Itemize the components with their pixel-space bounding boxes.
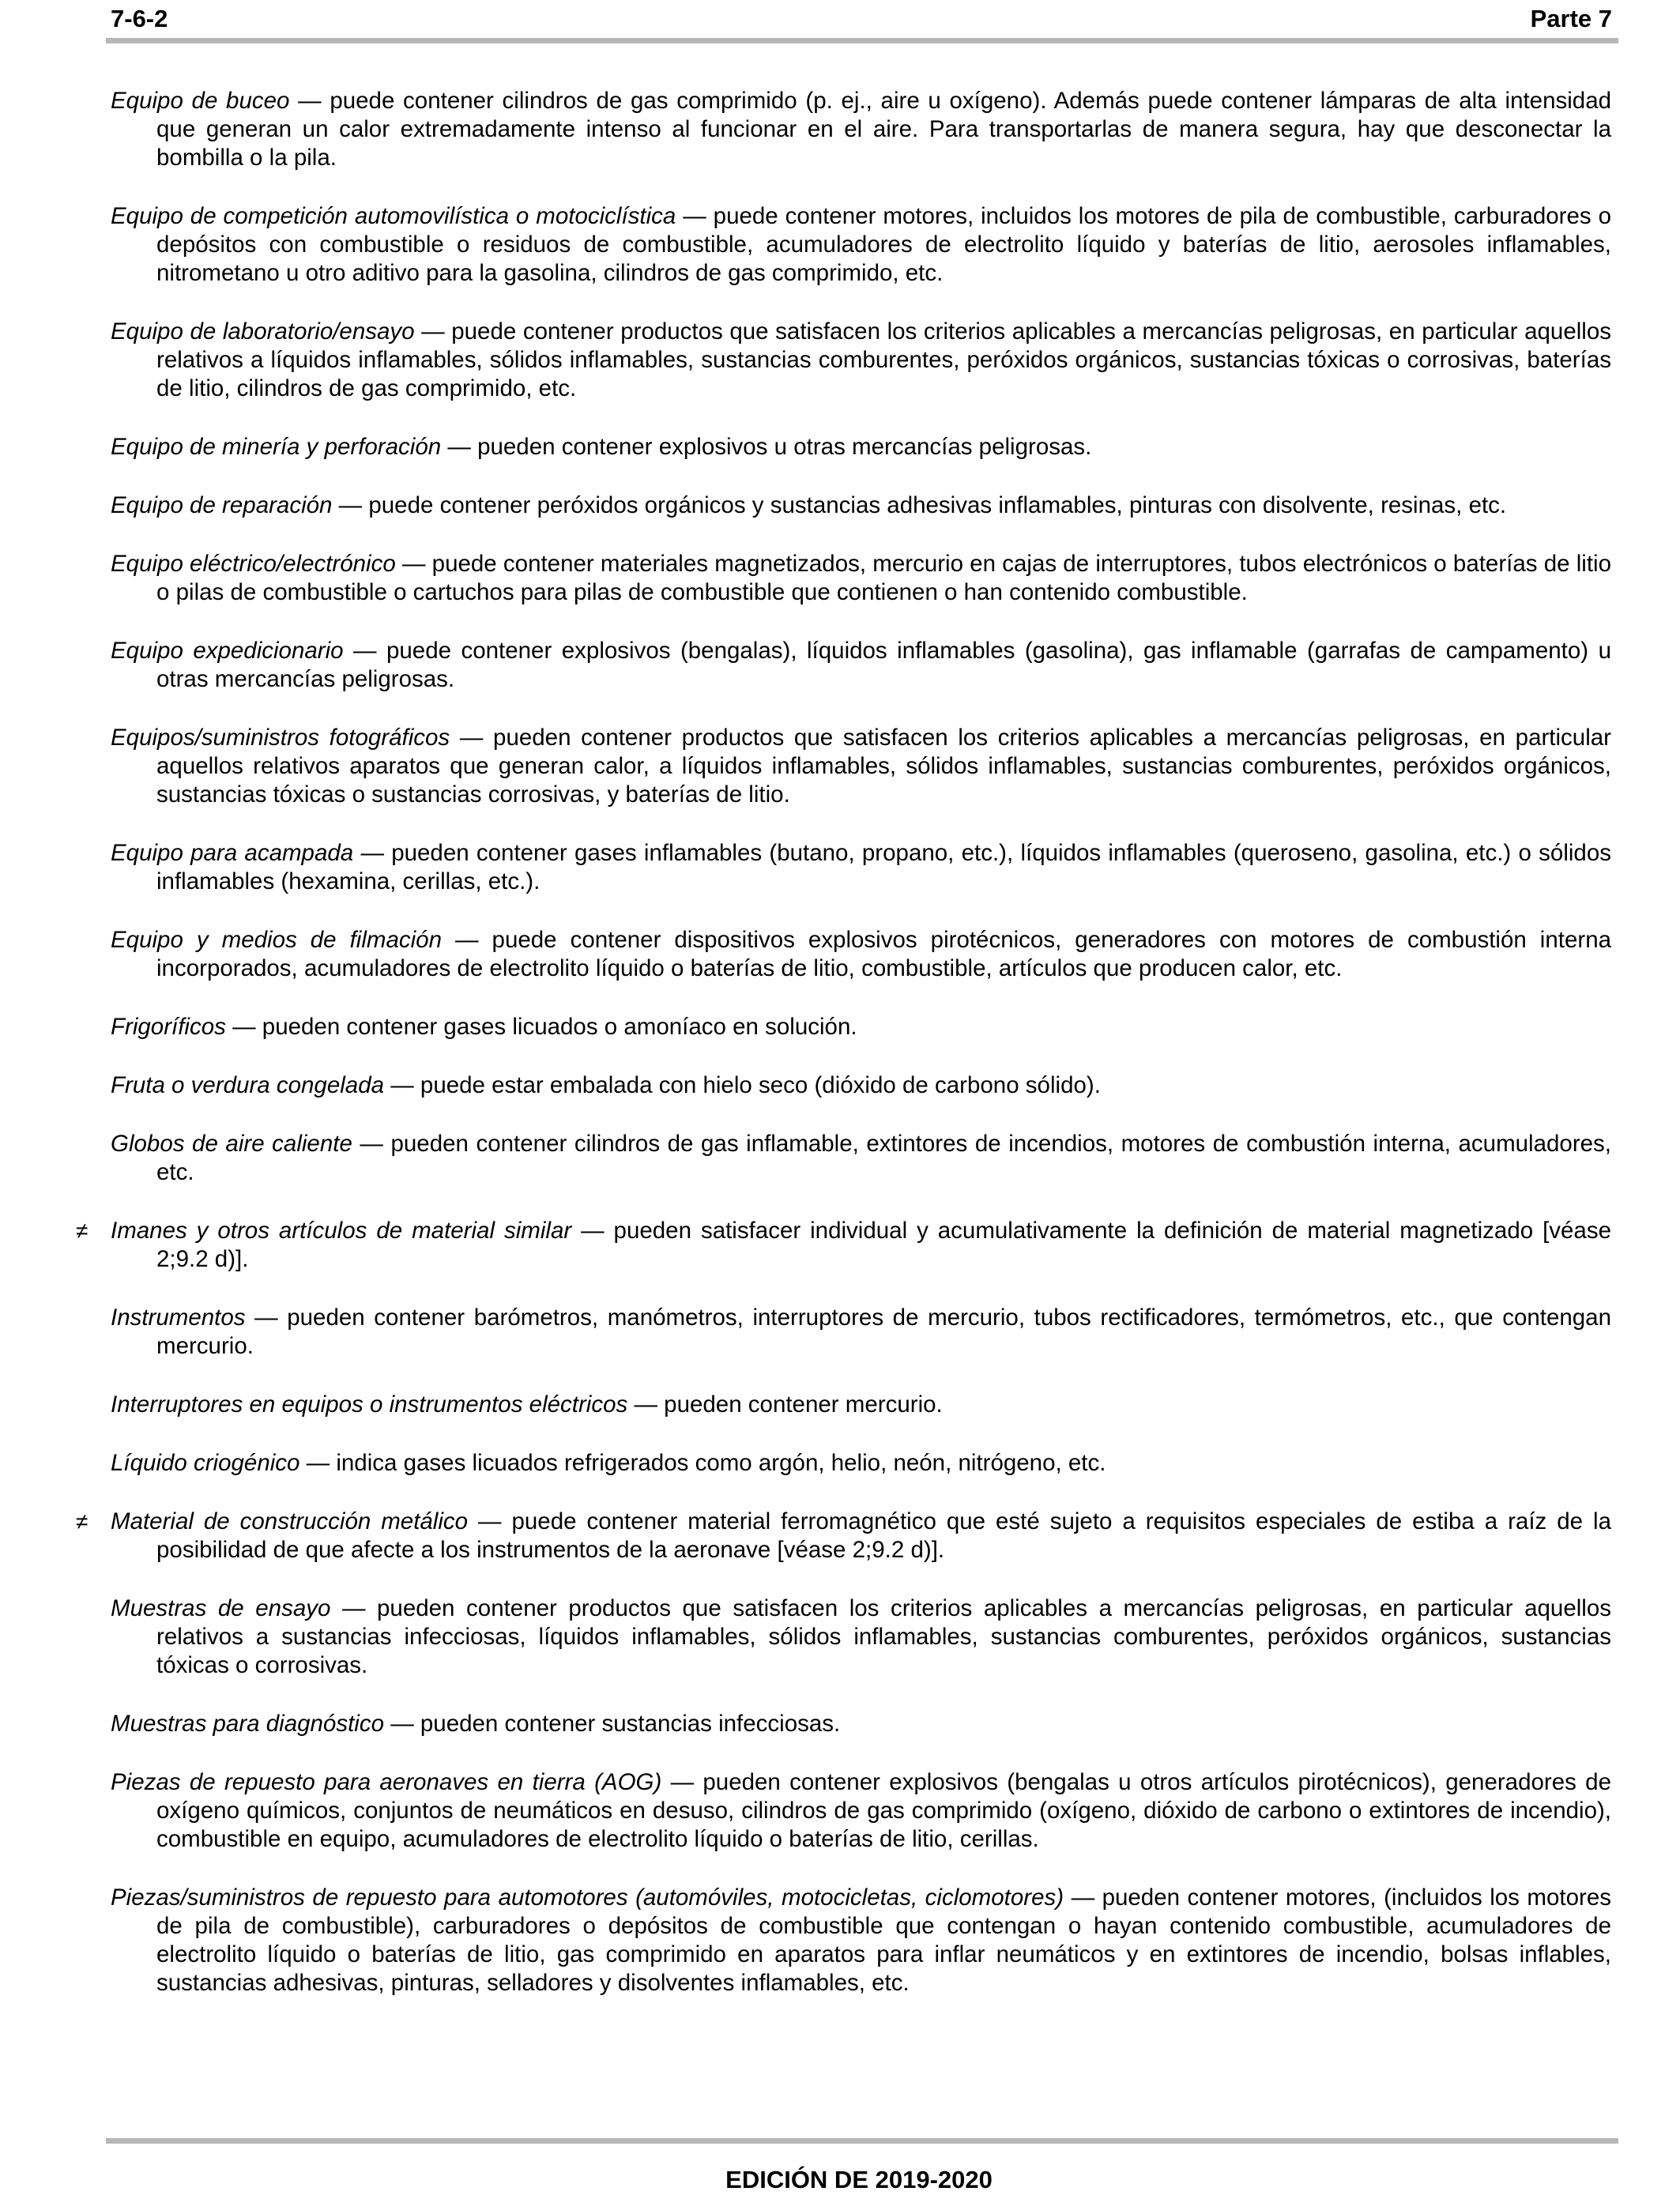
entry-description: — pueden contener mercurio. [627, 1391, 943, 1418]
glossary-entry [111, 1710, 1611, 1738]
glossary-entry [76, 1508, 1611, 1564]
entry-term: Equipo expedicionario [111, 638, 344, 664]
entry-term: Equipo y medios de filmación [111, 927, 442, 953]
entry-term: Líquido criogénico [111, 1450, 300, 1476]
entry-term: Equipo de reparación [111, 492, 333, 518]
entry-term: Piezas/suministros de repuesto para automotores (automóviles, motocicletas, ciclomotores) [111, 1884, 1064, 1911]
glossary-entry [111, 318, 1611, 403]
entry-description: — pueden contener sustancias infecciosas. [384, 1711, 841, 1737]
page-number: 7-6-2 [111, 5, 168, 32]
glossary-entry [111, 839, 1611, 896]
header-rule [106, 38, 1618, 43]
entry-term: Equipo eléctrico/electrónico [111, 551, 396, 577]
entry-term: Globos de aire caliente [111, 1131, 352, 1157]
glossary-entry [111, 87, 1611, 172]
entry-term: Equipos/suministros fotográficos [111, 725, 450, 751]
glossary-entry [111, 1013, 1611, 1041]
footer-rule [106, 2138, 1618, 2144]
entry-term: Interruptores en equipos o instrumentos eléctricos [111, 1391, 628, 1418]
entry-description: — pueden contener cilindros de gas inflamable, extintores de incendios, motores de combustión interna, acumuladores, etc. [156, 1131, 1611, 1185]
glossary-entry [111, 1391, 1611, 1419]
entry-term: Material de construcción metálico [111, 1508, 469, 1534]
entry-term: Muestras de ensayo [111, 1595, 331, 1621]
entry-description: — pueden contener explosivos u otras mercancías peligrosas. [441, 434, 1092, 460]
entry-term: Fruta o verdura congelada [111, 1072, 385, 1098]
entries-list [76, 87, 1612, 2027]
entry-term: Equipo de buceo [111, 88, 290, 114]
entry-term: Equipo de minería y perforación [111, 434, 442, 460]
entry-description: — pueden satisfacer individual y acumulativamente la definición de material magnetizado [véase 2;9.2 d)]. [156, 1218, 1611, 1272]
glossary-entry [111, 550, 1611, 607]
glossary-entry [111, 1130, 1611, 1187]
glossary-entry [111, 926, 1611, 983]
entry-description: — puede contener explosivos (bengalas), líquidos inflamables (gasolina), gas inflamable (garrafas de campamento) u otras mercancías peligrosas. [156, 638, 1611, 692]
entry-description: — puede contener material ferromagnético que esté sujeto a requisitos especiales de estiba a raíz de la posibilidad de que afecte a los instrumentos de la aeronave [véase 2;9.2 d)]. [156, 1508, 1611, 1563]
glossary-entry [111, 1071, 1611, 1100]
glossary-entry [111, 1304, 1611, 1361]
entry-term: Equipo de laboratorio/ensayo [111, 318, 415, 344]
entry-description: — pueden contener productos que satisfacen los criterios aplicables a mercancías peligrosas, en particular aquellos relativos a sustancias infecciosas, líquidos inflamables, sólidos inflamables, sustancias comburentes, peróxidos orgánicos, sustancias tóxicas o corrosivas. [156, 1595, 1611, 1678]
glossary-entry [111, 1884, 1611, 1997]
entry-term: Frigoríficos [111, 1014, 226, 1040]
entry-term: Equipo de competición automovilística o motociclística [111, 203, 676, 229]
glossary-entry [111, 1449, 1611, 1478]
entry-description: — pueden contener explosivos (bengalas u otros artículos pirotécnicos), generadores de oxígeno químicos, conjuntos de neumáticos en desuso, cilindros de gas comprimido (oxígeno, dióxido de carbono o extintores de incendio), combustible en equipo, acumuladores de electrolito líquido o baterías de litio, cerillas. [156, 1769, 1611, 1852]
glossary-entry [111, 1768, 1611, 1854]
glossary-entry [111, 1594, 1611, 1680]
entry-description: — pueden contener productos que satisfacen los criterios aplicables a mercancías peligrosas, en particular aquellos relativos aparatos que generan calor, a líquidos inflamables, sólidos inflamables, sustancias comburentes, peróxidos orgánicos, sustancias tóxicas o sustancias corrosivas, y baterías de litio. [156, 725, 1611, 808]
entry-description: — puede contener productos que satisfacen los criterios aplicables a mercancías peligrosas, en particular aquellos relativos a líquidos inflamables, sólidos inflamables, sustancias comburentes, peróxidos orgánicos, sustancias tóxicas o corrosivas, baterías de litio, cilindros de gas comprimido, etc. [156, 318, 1611, 401]
change-marker: ≠ [76, 1218, 89, 1243]
entry-description: — puede estar embalada con hielo seco (dióxido de carbono sólido). [384, 1072, 1101, 1098]
glossary-entry [111, 637, 1611, 694]
entry-description: — puede contener cilindros de gas comprimido (p. ej., aire u oxígeno). Además puede contener lámparas de alta intensidad que generan un calor extremadamente intenso al funcionar en el aire. Para transportarlas de manera segura, hay que desconectar la bombilla o la pila. [156, 88, 1612, 171]
edition-footer: EDICIÓN DE 2019-2020 [725, 2166, 993, 2193]
entry-term: Equipo para acampada [111, 840, 354, 866]
entry-description: — puede contener peróxidos orgánicos y sustancias adhesivas inflamables, pinturas con disolvente, resinas, etc. [332, 492, 1507, 518]
entry-term: Instrumentos [111, 1305, 246, 1331]
entry-description: — puede contener dispositivos explosivos pirotécnicos, generadores con motores de combustión interna incorporados, acumuladores de electrolito líquido o baterías de litio, combustible, artículos que producen calor, etc. [156, 927, 1612, 981]
glossary-entry [76, 1217, 1611, 1274]
entry-description: — pueden contener motores, (incluidos los motores de pila de combustible), carburadores o depósitos de combustible que contengan o hayan contenido combustible, acumuladores de electrolito líquido o baterías de litio, gas comprimido en aparatos para inflar neumáticos y en extintores de incendio, bolsas inflables, sustancias adhesivas, pinturas, selladores y disolventes inflamables, etc. [156, 1884, 1611, 1996]
glossary-entry [111, 491, 1611, 520]
entry-description: — pueden contener gases inflamables (butano, propano, etc.), líquidos inflamables (queroseno, gasolina, etc.) o sólidos inflamables (hexamina, cerillas, etc.). [156, 840, 1612, 894]
change-marker: ≠ [76, 1509, 89, 1534]
part-label: Parte 7 [1530, 5, 1612, 32]
entry-term: Imanes y otros artículos de material similar [111, 1218, 572, 1244]
entry-description: — puede contener materiales magnetizados, mercurio en cajas de interruptores, tubos electrónicos o baterías de litio o pilas de combustible o cartuchos para pilas de combustible que contienen o han contenido combustible. [156, 551, 1611, 605]
entry-term: Muestras para diagnóstico [111, 1711, 384, 1737]
entry-description: — pueden contener barómetros, manómetros, interruptores de mercurio, tubos rectificadores, termómetros, etc., que contengan mercurio. [156, 1305, 1611, 1359]
page-header [111, 3, 1612, 35]
glossary-entry [111, 724, 1611, 809]
entry-description: — pueden contener gases licuados o amoníaco en solución. [225, 1014, 857, 1040]
glossary-entry [111, 433, 1611, 461]
glossary-entry [111, 202, 1611, 288]
entry-description: — indica gases licuados refrigerados como argón, helio, neón, nitrógeno, etc. [299, 1450, 1106, 1476]
entry-description: — puede contener motores, incluidos los motores de pila de combustible, carburadores o depósitos con combustible o residuos de combustible, acumuladores de electrolito líquido y baterías de litio, aerosoles inflamables, nitrometano u otro aditivo para la gasolina, cilindros de gas comprimido, etc. [156, 203, 1611, 286]
entry-term: Piezas de repuesto para aeronaves en tierra (AOG) [111, 1769, 662, 1795]
